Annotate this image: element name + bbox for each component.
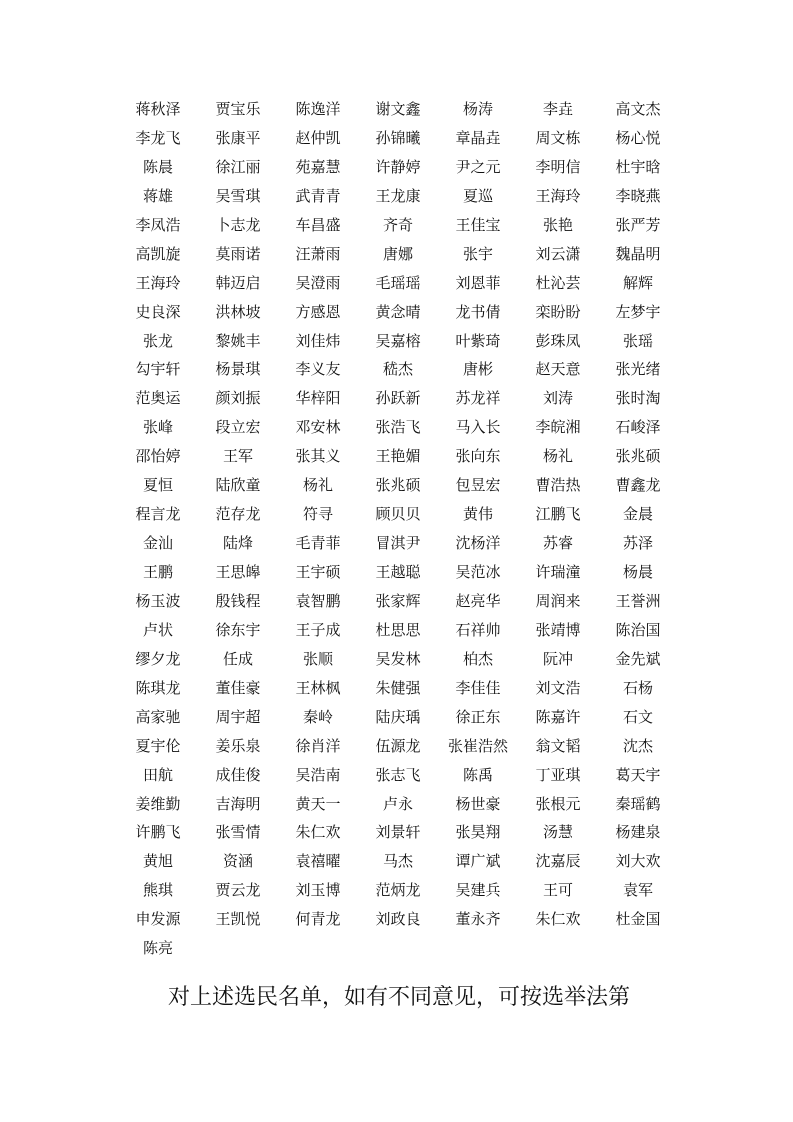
voter-name: 孙锦曦 [375,128,421,147]
voter-name: 王海玲 [535,186,581,205]
voter-name: 金汕 [142,534,173,553]
voter-name: 张志飞 [375,765,421,784]
voter-name: 华梓阳 [295,389,341,408]
voter-name: 吉海明 [215,794,261,813]
voter-name: 陆烽 [222,534,253,553]
voter-name: 颜刘振 [215,389,261,408]
voter-name: 伍源龙 [375,736,421,755]
voter-name: 范奥运 [135,389,181,408]
voter-name: 吴建兵 [455,881,501,900]
voter-name: 沈杨洋 [455,534,501,553]
voter-name: 袁智鹏 [295,591,341,610]
voter-name: 贾云龙 [215,881,261,900]
voter-name: 王鹏 [142,563,173,581]
voter-name: 王可 [542,881,573,900]
voter-name: 石杨 [622,678,653,697]
voter-name: 洪林坡 [215,302,261,321]
voter-name: 李垚 [542,100,573,118]
voter-name: 杨玉波 [135,591,181,610]
voter-name: 张康平 [215,128,261,147]
voter-name: 刘恩菲 [455,273,501,292]
voter-name: 沈杰 [622,736,653,755]
voter-name: 王佳宝 [455,215,501,234]
voter-name: 朱仁欢 [535,910,581,929]
voter-name: 张向东 [455,447,501,466]
voter-name: 符寻 [302,505,333,524]
voter-name: 黄天一 [295,794,341,813]
voter-name: 王艳媚 [375,447,421,466]
voter-name: 唐彬 [462,360,493,379]
voter-name: 杨晨 [622,563,653,581]
voter-name: 曹鑫龙 [615,476,661,495]
voter-name: 金晨 [622,505,653,524]
voter-name: 刘景轩 [375,823,421,842]
voter-name: 杨建泉 [615,823,661,842]
voter-name: 葛天宇 [615,765,661,784]
voter-name: 徐肖洋 [295,736,341,755]
voter-name: 许瑞潼 [535,563,581,581]
voter-name: 陈禹 [462,765,493,784]
voter-name: 王越聪 [375,563,421,581]
voter-name: 王子成 [295,620,341,639]
voter-name: 石文 [622,707,653,726]
voter-name: 张龙 [142,331,173,350]
voter-name: 殷钱程 [215,591,261,610]
voter-name: 章晶垚 [455,128,501,147]
voter-name: 黄伟 [462,505,493,524]
voter-name: 马入长 [455,418,501,437]
voter-name: 姜维勤 [135,794,181,813]
voter-name: 杨世豪 [455,794,501,813]
voter-name: 许静婷 [375,157,421,176]
voter-name: 莫雨诺 [215,244,261,263]
voter-name: 柏杰 [462,649,493,668]
voter-name: 蒋秋泽 [135,100,181,118]
voter-name: 任成 [222,649,253,668]
voter-name: 成佳俊 [215,765,261,784]
voter-name: 勾宇轩 [135,360,181,379]
voter-name: 方感恩 [295,302,341,321]
voter-name: 张兆硕 [375,476,421,495]
voter-name: 杨涛 [462,100,493,118]
voter-name: 张根元 [535,794,581,813]
voter-name: 陈治国 [615,620,661,639]
voter-name: 陆欣童 [215,476,261,495]
voter-name: 杨礼 [302,476,333,495]
voter-name: 张其义 [295,447,341,466]
voter-name: 陈晨 [142,157,173,176]
voter-name: 杨心悦 [615,128,661,147]
voter-name: 张时淘 [615,389,661,408]
voter-name: 夏巡 [462,186,493,205]
voter-name: 王宇硕 [295,563,341,581]
voter-name: 吴雪琪 [215,186,261,205]
voter-name: 高凯旋 [135,244,181,263]
voter-name: 杜宇晗 [615,157,661,176]
voter-name: 吴浩南 [295,765,341,784]
voter-name: 顾贝贝 [375,505,421,524]
voter-name: 阮冲 [542,649,573,668]
voter-name: 魏晶明 [615,244,661,263]
voter-name: 苏龙祥 [455,389,501,408]
voter-name: 张严芳 [615,215,661,234]
voter-name: 包昱宏 [455,476,501,495]
voter-name: 徐正东 [455,707,501,726]
voter-name: 蒋雄 [142,186,173,205]
voter-name: 张浩飞 [375,418,421,437]
voter-name: 杨礼 [542,447,573,466]
voter-name: 王林枫 [295,678,341,697]
voter-name: 熊琪 [142,881,173,900]
voter-name: 吴嘉榕 [375,331,421,350]
voter-name: 栾盼盼 [535,302,581,321]
voter-name: 卢永 [382,794,413,813]
voter-name: 刘云潇 [535,244,581,263]
voter-name: 朱健强 [375,678,421,697]
voter-name: 叶紫琦 [455,331,501,350]
voter-name: 张瑶 [622,331,653,350]
voter-name: 黎姚丰 [215,331,261,350]
voter-name: 卢状 [142,620,173,639]
voter-name: 卜志龙 [215,215,261,234]
voter-name: 王思皞 [215,563,261,581]
voter-name: 齐奇 [382,215,413,234]
voter-name: 张昊翔 [455,823,501,842]
voter-name: 高家驰 [135,707,181,726]
voter-name: 程言龙 [135,505,181,524]
voter-name: 尹之元 [455,157,501,176]
voter-name: 陈亮 [142,939,173,958]
voter-name: 金先斌 [615,649,661,668]
voter-name: 高文杰 [615,100,661,118]
voter-name: 冒淇尹 [375,534,421,553]
voter-name: 吴发林 [375,649,421,668]
footer-paragraph: 对上述选民名单，如有不同意见，可按选举法第 [168,985,631,1010]
voter-name: 张崔浩然 [447,736,508,755]
voter-name: 陈琪龙 [135,678,181,697]
voter-name: 谭广斌 [455,852,501,871]
voter-name: 张家辉 [375,591,421,610]
voter-name: 韩迈启 [215,273,261,292]
voter-name: 刘大欢 [615,852,661,871]
voter-name: 彭珠凤 [535,331,581,350]
voter-name: 吴澄雨 [295,273,341,292]
voter-name: 刘佳炜 [295,331,341,350]
voter-name: 李龙飞 [135,128,181,147]
voter-name: 夏恒 [142,476,173,495]
voter-name: 张雪情 [215,823,261,842]
voter-name: 杜沁芸 [535,273,581,292]
voter-name: 董佳豪 [215,678,261,697]
voter-name: 姜乐泉 [215,736,261,755]
voter-name: 吴范冰 [455,563,501,581]
voter-name: 史良深 [135,302,181,321]
voter-name: 李晓燕 [615,186,661,205]
voter-name: 范炳龙 [375,881,421,900]
voter-name: 秦瑶鹤 [615,794,661,813]
voter-name: 周宇超 [215,707,261,726]
voter-name: 沈嘉辰 [535,852,581,871]
voter-name: 张峰 [142,418,173,437]
voter-name: 翁文韬 [535,736,581,755]
voter-name: 王誉洲 [615,591,661,610]
voter-name: 赵亮华 [455,591,501,610]
voter-name: 武青青 [295,186,341,205]
voter-name: 刘政良 [375,910,421,929]
voter-name: 毛瑶瑶 [375,273,421,292]
voter-name: 刘玉博 [295,881,341,900]
voter-name: 朱仁欢 [295,823,341,842]
voter-name: 张光绪 [615,360,661,379]
voter-name: 杨景琪 [215,360,261,379]
voter-name: 汪萧雨 [295,244,341,263]
voter-name: 杜金国 [615,910,661,929]
voter-name: 车昌盛 [295,215,341,234]
voter-name: 苑嘉慧 [295,157,341,176]
voter-name: 张兆硕 [615,447,661,466]
voter-name: 缪夕龙 [135,649,181,668]
voter-name: 王军 [222,447,253,466]
voter-name: 袁军 [622,881,653,900]
voter-name: 黄念晴 [375,302,421,321]
voter-name: 申发源 [135,910,181,929]
voter-name: 唐娜 [382,244,413,263]
voter-name: 赵仲凯 [295,128,341,147]
voter-name: 陈逸洋 [295,100,341,118]
voter-name: 田航 [142,765,173,784]
voter-name: 张顺 [302,649,333,668]
voter-name: 黄旭 [142,852,173,871]
voter-name: 周润来 [535,591,581,610]
voter-name: 曹浩热 [535,476,581,495]
voter-name: 石祥帅 [455,620,501,639]
voter-name: 许鹏飞 [135,823,181,842]
voter-name: 张靖博 [535,620,581,639]
voter-name: 赵天意 [535,360,581,379]
voter-name: 左梦宇 [615,302,661,321]
voter-name: 王凯悦 [215,910,261,929]
voter-name: 贾宝乐 [215,100,261,118]
voter-name: 资涵 [222,852,253,871]
voter-name: 嵇杰 [382,360,413,379]
voter-name: 马杰 [382,852,413,871]
voter-name: 徐东宇 [215,620,261,639]
voter-name: 徐江丽 [215,157,261,176]
voter-name: 汤慧 [542,823,573,842]
voter-name: 邓安林 [295,418,341,437]
voter-name-list [118,95,678,963]
voter-name: 王龙康 [375,186,421,205]
voter-name: 夏宇伦 [135,736,181,755]
voter-name: 张艳 [542,215,573,234]
voter-name: 丁亚琪 [535,765,581,784]
voter-name: 袁禧曜 [295,852,341,871]
voter-name: 陈嘉许 [535,707,581,726]
voter-name: 李明信 [535,157,581,176]
voter-name: 何青龙 [295,910,341,929]
voter-name: 龙书倩 [455,302,501,321]
voter-name: 王海玲 [135,273,181,292]
voter-name: 李皖湘 [535,418,581,437]
voter-name: 孙跃新 [375,389,421,408]
voter-name: 江鹏飞 [535,505,581,524]
voter-name: 解辉 [622,273,653,292]
voter-name: 邵怡婷 [135,447,181,466]
voter-name: 董永齐 [455,910,501,929]
voter-name: 杜思思 [375,620,421,639]
voter-name: 范存龙 [215,505,261,524]
voter-name: 秦岭 [302,707,333,726]
voter-name: 刘涛 [542,389,573,408]
voter-name: 石峻泽 [615,418,661,437]
voter-name: 段立宏 [215,418,261,437]
voter-name: 周文栋 [535,128,581,147]
voter-name: 毛青菲 [295,534,341,553]
voter-name: 李佳佳 [455,678,501,697]
voter-name: 陆庆瑀 [375,707,421,726]
voter-name: 李义友 [295,360,341,379]
voter-name: 谢文鑫 [375,100,421,118]
voter-name: 苏睿 [542,534,573,553]
voter-name: 李凤浩 [135,215,181,234]
voter-name: 苏泽 [622,534,653,553]
voter-name: 刘文浩 [535,678,581,697]
voter-name: 张宇 [462,244,493,263]
